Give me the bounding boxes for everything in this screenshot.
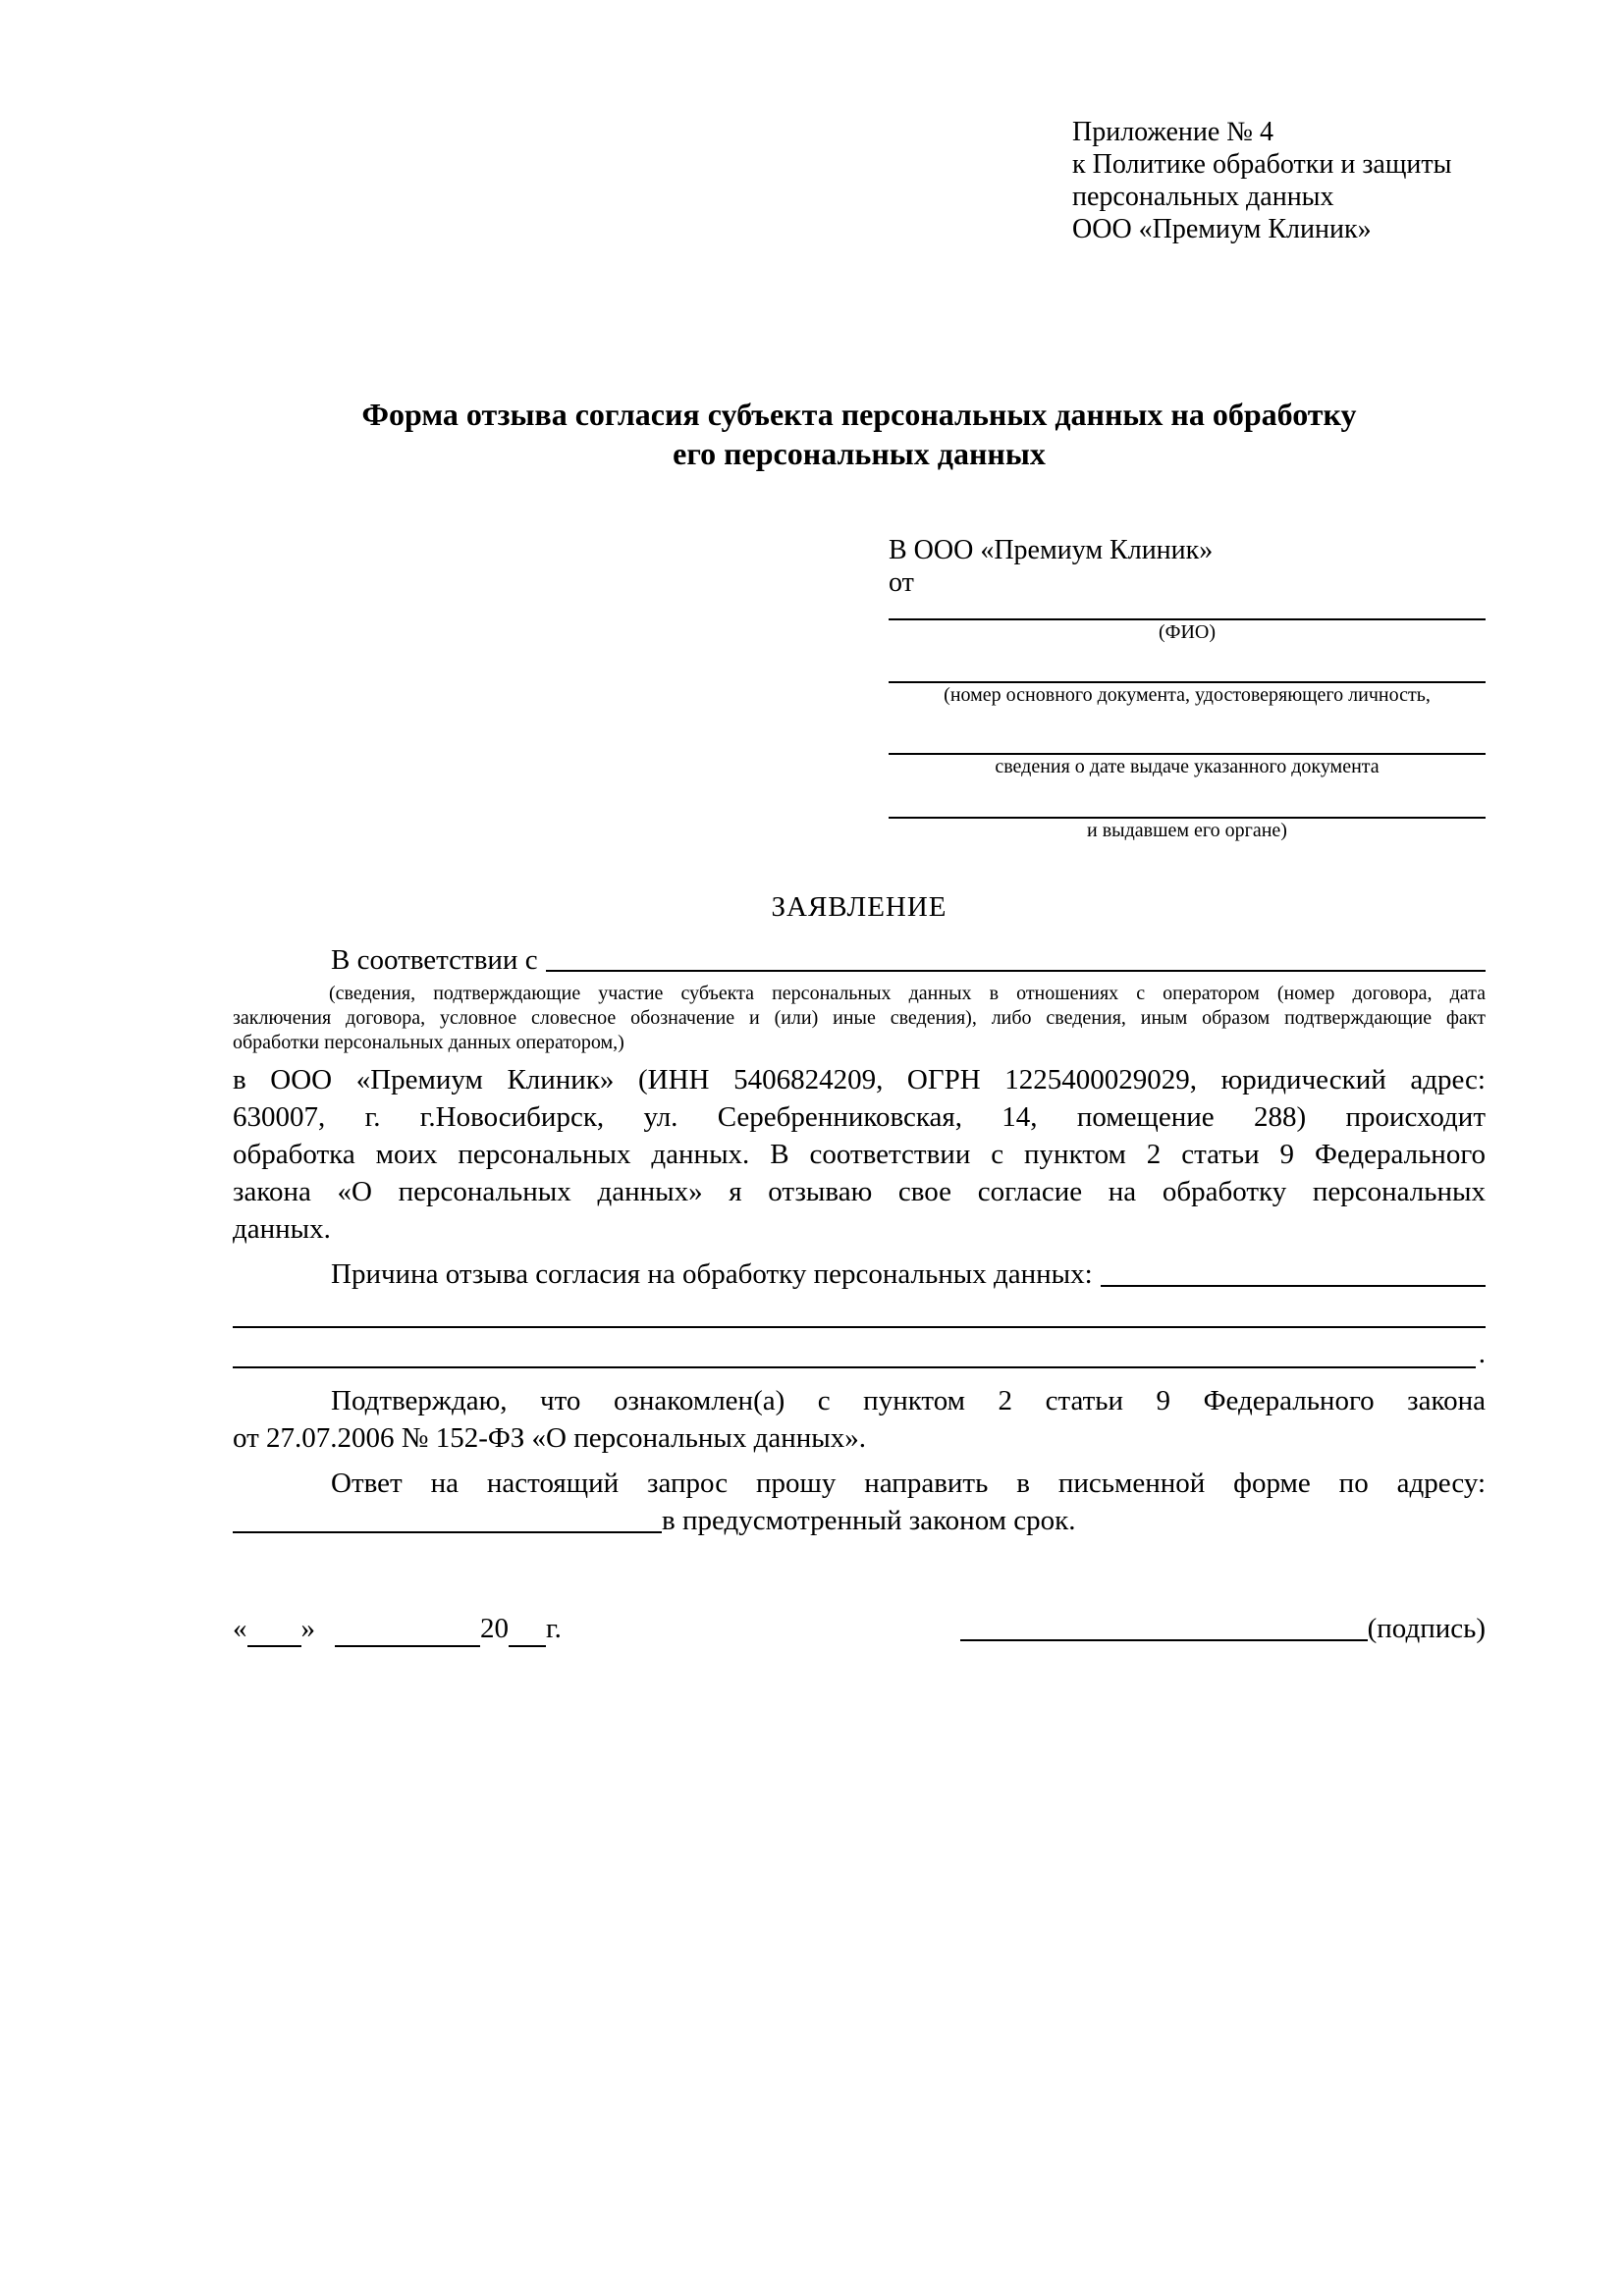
fio-blank-line — [889, 599, 1486, 620]
form-title-line: его персональных данных — [673, 436, 1046, 471]
reason-blank-line — [1101, 1255, 1486, 1287]
addressee-block — [889, 534, 1486, 842]
statement-body-line: закона «О персональных данных» я отзываю свое согласие на обработку персональных — [233, 1176, 1486, 1207]
confirmation-line: Подтверждаю, что ознакомлен(а) с пунктом 2 статьи 9 Федерального закона — [331, 1385, 1486, 1416]
document-number-blank-line — [889, 644, 1486, 683]
issue-date-blank-line — [889, 707, 1486, 755]
appendix-header-line: Приложение № 4 — [1072, 117, 1273, 147]
confirmation-line: от 27.07.2006 № 152-ФЗ «О персональных данных». — [233, 1422, 867, 1454]
close-quote: » — [300, 1613, 315, 1644]
year-prefix: 20 — [480, 1613, 509, 1644]
year-suffix: г. — [546, 1613, 562, 1644]
confirmation-paragraph — [233, 1382, 1486, 1457]
statement-body-line: данных. — [233, 1213, 331, 1245]
statement-body-line: обработка моих персональных данных. В соответствии с пунктом 2 статьи 9 Федерального — [233, 1139, 1486, 1170]
document-number-caption: (номер основного документа, удостоверяющего личность, — [944, 684, 1431, 706]
appendix-header-line: ООО «Премиум Клиник» — [1072, 214, 1372, 244]
footnote-line: (сведения, подтверждающие участие субъекта персональных данных в отношениях с оператором (номер договора, дата — [329, 983, 1486, 1004]
reason-continuation-blank-line-1 — [233, 1293, 1486, 1328]
form-title — [233, 395, 1486, 473]
footnote-block — [233, 982, 1486, 1055]
signature-field — [960, 1610, 1486, 1647]
statement-body-line: в ООО «Премиум Клиник» (ИНН 5406824209, ОГРН 1225400029029, юридический адрес: — [233, 1064, 1486, 1095]
issue-date-caption: сведения о дате выдаче указанного документа — [995, 756, 1380, 777]
form-title-line: Форма отзыва согласия субъекта персональных данных на обработку — [361, 397, 1357, 432]
appendix-header-line: к Политике обработки и защиты — [1072, 149, 1452, 180]
in-accordance-line — [233, 942, 1486, 978]
date-signature-row — [233, 1610, 1486, 1647]
appendix-header — [1072, 116, 1486, 245]
reply-address-blank-line — [233, 1502, 662, 1533]
date-field — [233, 1610, 562, 1647]
signature-blank-line — [960, 1610, 1368, 1641]
signature-caption: (подпись) — [1367, 1613, 1486, 1644]
appendix-header-line: персональных данных — [1072, 182, 1334, 212]
open-quote: « — [233, 1613, 247, 1644]
addressee-to: В ООО «Премиум Клиник» — [889, 535, 1214, 565]
sentence-period: . — [1478, 1338, 1486, 1369]
issuing-authority-blank-line — [889, 778, 1486, 819]
fio-caption: (ФИО) — [1158, 621, 1216, 643]
addressee-from-label: от — [889, 567, 914, 598]
statement-heading: ЗАЯВЛЕНИЕ — [771, 891, 947, 923]
statement-body — [233, 1061, 1486, 1248]
in-accordance-blank-line — [546, 942, 1486, 972]
reason-continuation-underline — [233, 1328, 1476, 1368]
issuing-authority-caption: и выдавшем его органе) — [1087, 820, 1287, 841]
reason-label: Причина отзыва согласия на обработку персональных данных: — [331, 1258, 1093, 1290]
reason-line — [233, 1255, 1486, 1293]
statement-body-line: 630007, г. г.Новосибирск, ул. Серебренниковская, 14, помещение 288) происходит — [233, 1101, 1486, 1133]
reply-address-line — [233, 1502, 1486, 1539]
in-accordance-prefix: В соответствии с — [331, 944, 538, 976]
footnote-line: обработки персональных данных оператором,) — [233, 1032, 624, 1053]
day-blank-segment — [247, 1618, 301, 1647]
footnote-line: заключения договора, условное словесное обозначение и (или) иные сведения), либо сведения, иным образом подтверждающие факт — [233, 1007, 1486, 1029]
year-blank-segment — [509, 1618, 546, 1647]
month-blank-segment — [335, 1618, 480, 1647]
reply-suffix: в предусмотренный законом срок. — [662, 1505, 1076, 1536]
reply-request-line: Ответ на настоящий запрос прошу направить в письменной форме по адресу: — [331, 1468, 1486, 1499]
reason-continuation-blank-line-2 — [233, 1328, 1486, 1368]
